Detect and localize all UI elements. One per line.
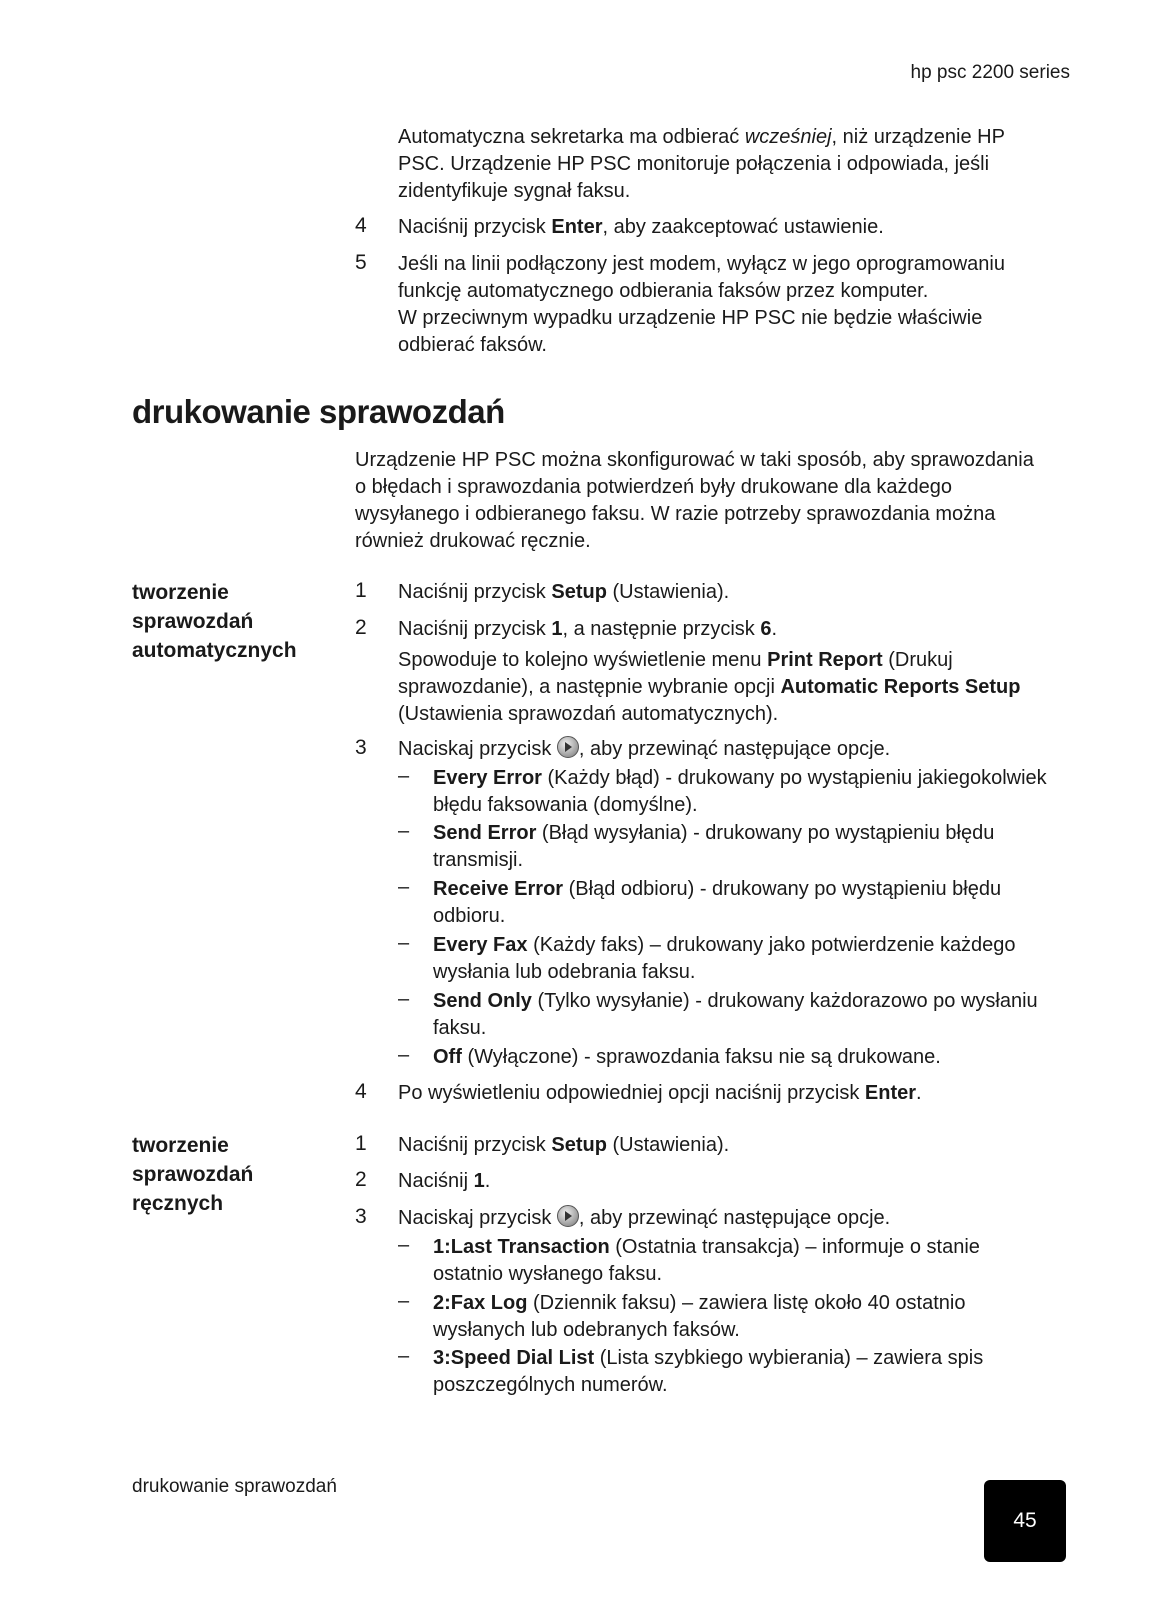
step-number: 3 xyxy=(355,1205,367,1228)
page-number: 45 xyxy=(1013,1509,1037,1532)
step-number: 2 xyxy=(355,616,367,639)
step-text: Naciskaj przycisk , aby przewinąć następujące opcje. xyxy=(398,738,891,760)
page-number-badge xyxy=(984,1480,1066,1562)
list-item: Every Fax (Każdy faks) – drukowany jako potwierdzenie każdego wysłania lub odebrania faksu. xyxy=(433,934,1016,983)
intro-text-cont: , niż urządzenie HP PSC. Urządzenie HP PSC monitoruje połączenia i odpowiada, jeśli zidentyfikuje sygnał faksu. xyxy=(398,126,1005,202)
list-dash: – xyxy=(398,1044,410,1066)
step-description: Spowoduje to kolejno wyświetlenie menu Print Report (Drukuj sprawozdanie), a następnie wybranie opcji Automatic Reports Setup (Ustawienia sprawozdań automatycznych). xyxy=(398,649,1021,725)
step-number: 1 xyxy=(355,1132,367,1155)
step-number: 4 xyxy=(355,1080,367,1103)
key-label: Enter xyxy=(551,216,603,238)
step-text: Naciśnij przycisk Setup (Ustawienia). xyxy=(398,581,730,603)
step-text: Naciśnij 1. xyxy=(398,1170,491,1192)
list-item: 2:Fax Log (Dziennik faksu) – zawiera listę około 40 ostatnio wysłanych lub odebranych faksów. xyxy=(433,1292,966,1341)
list-item: 3:Speed Dial List (Lista szybkiego wybierania) – zawiera spis poszczególnych numerów. xyxy=(433,1347,984,1396)
step-text xyxy=(398,251,1053,359)
running-header: hp psc 2200 series xyxy=(910,62,1070,83)
step-text: Naciśnij przycisk Enter, aby zaakceptować ustawienie. xyxy=(398,216,884,238)
step-text: Po wyświetleniu odpowiedniej opcji naciśnij przycisk Enter. xyxy=(398,1082,922,1104)
list-item: Send Error (Błąd wysyłania) - drukowany po wystąpieniu błędu transmisji. xyxy=(433,822,995,871)
scroll-arrow-button-icon xyxy=(557,1205,579,1227)
list-item: Send Only (Tylko wysyłanie) - drukowany każdorazowo po wysłaniu faksu. xyxy=(433,990,1038,1039)
list-dash: – xyxy=(398,932,410,954)
scroll-arrow-button-icon xyxy=(557,736,579,758)
list-dash: – xyxy=(398,820,410,842)
step-number: 1 xyxy=(355,579,367,602)
step-text-line: W przeciwnym wypadku urządzenie HP PSC nie będzie właściwie odbierać faksów. xyxy=(398,307,983,356)
running-footer: drukowanie sprawozdań xyxy=(132,1476,337,1497)
intro-paragraph xyxy=(398,124,1038,205)
intro-emphasis: wcześniej xyxy=(744,126,832,148)
section-title: drukowanie sprawozdań xyxy=(132,393,505,430)
step-number: 5 xyxy=(355,251,367,274)
list-dash: – xyxy=(398,988,410,1010)
list-item: 1:Last Transaction (Ostatnia transakcja) – informuje o stanie ostatnio wysłanego faksu. xyxy=(433,1236,980,1285)
subheading-manual: tworzenie sprawozdań ręcznych xyxy=(132,1134,254,1215)
step-number: 4 xyxy=(355,214,367,237)
list-item: Every Error (Każdy błąd) - drukowany po wystąpieniu jakiegokolwiek błędu faksowania (domyślne). xyxy=(433,767,1047,816)
step-text-line: Jeśli na linii podłączony jest modem, wyłącz w jego oprogramowaniu funkcję automatycznego odbierania faksów przez komputer. xyxy=(398,253,1005,302)
section-intro: Urządzenie HP PSC można skonfigurować w taki sposób, aby sprawozdania o błędach i sprawozdania potwierdzeń były drukowane dla każdego wysyłanego i odbieranego faksu. W razie potrzeby sprawozdania można również drukować ręcznie. xyxy=(355,449,1034,552)
step-number: 3 xyxy=(355,736,367,759)
step-text: Naciśnij przycisk 1, a następnie przycisk 6. xyxy=(398,618,778,640)
step-text: Naciskaj przycisk , aby przewinąć następujące opcje. xyxy=(398,1207,891,1229)
step-number: 2 xyxy=(355,1168,367,1191)
list-item: Receive Error (Błąd odbioru) - drukowany po wystąpieniu błędu odbioru. xyxy=(433,878,1002,927)
list-item: Off (Wyłączone) - sprawozdania faksu nie są drukowane. xyxy=(433,1046,941,1068)
list-dash: – xyxy=(398,765,410,787)
step-text: Naciśnij przycisk Setup (Ustawienia). xyxy=(398,1134,730,1156)
list-dash: – xyxy=(398,1345,410,1367)
subheading-automatic: tworzenie sprawozdań automatycznych xyxy=(132,581,297,662)
key-label: Setup xyxy=(551,581,607,603)
list-dash: – xyxy=(398,876,410,898)
intro-text: Automatyczna sekretarka ma odbierać xyxy=(398,126,745,148)
list-dash: – xyxy=(398,1290,410,1312)
list-dash: – xyxy=(398,1234,410,1256)
